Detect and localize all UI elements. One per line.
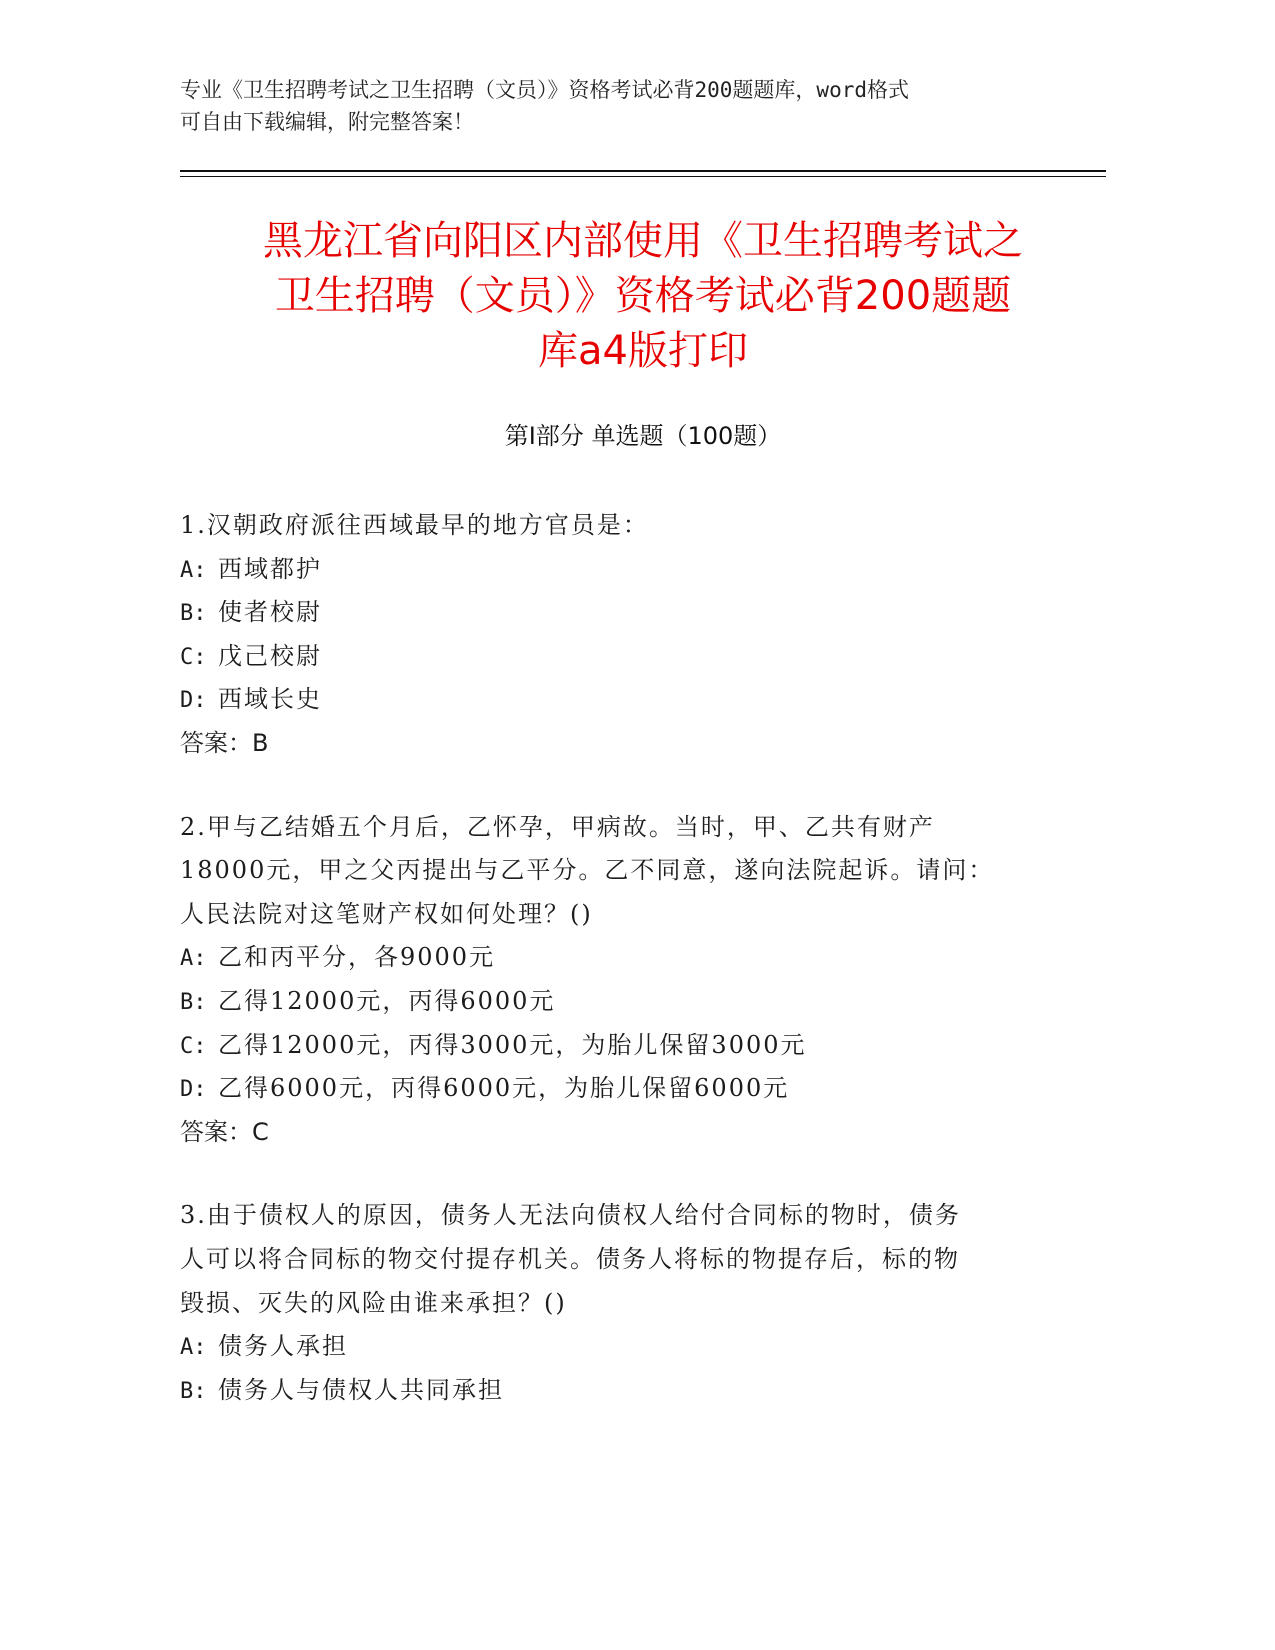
question-text: 2.甲与乙结婚五个月后，乙怀孕，甲病故。当时，甲、乙共有财产 [180, 812, 935, 841]
option-d [180, 1067, 1080, 1111]
header-divider-thick [180, 170, 1106, 172]
answer-text: 答案：B [180, 728, 269, 757]
option-text: 乙和丙平分，各9000元 [218, 943, 496, 972]
option-text: 戊己校尉 [218, 641, 322, 670]
question-text: 人可以将合同标的物交付提存机关。债务人将标的物提存后，标的物 [180, 1244, 960, 1273]
question-list [180, 504, 1080, 1452]
option-a [180, 1325, 1080, 1369]
option-letter: C: [180, 1033, 207, 1059]
section-heading: 第Ⅰ部分 单选题（100题） [504, 422, 782, 450]
option-text: 西域长史 [218, 685, 322, 714]
option-letter: B: [180, 601, 207, 627]
option-letter: B: [180, 1378, 207, 1404]
title-line: 库a4版打印 [538, 328, 748, 374]
question-item [180, 1194, 1080, 1412]
option-text: 乙得12000元，丙得3000元，为胎儿保留3000元 [218, 1030, 807, 1059]
option-letter: A: [180, 1335, 207, 1361]
question-text: 3.由于债权人的原因，债务人无法向债权人给付合同标的物时，债务 [180, 1201, 961, 1230]
option-d [180, 678, 1080, 722]
option-letter: D: [180, 1077, 207, 1103]
option-c [180, 635, 1080, 679]
option-text: 乙得6000元，丙得6000元，为胎儿保留6000元 [218, 1074, 790, 1103]
option-b [180, 591, 1080, 635]
header-divider-thin [180, 176, 1106, 177]
option-text: 使者校尉 [218, 598, 322, 627]
option-a [180, 548, 1080, 592]
option-letter: B: [180, 989, 207, 1015]
document-title [180, 214, 1106, 379]
question-text: 毁损、灭失的风险由谁来承担？() [180, 1288, 567, 1317]
option-text: 债务人与债权人共同承担 [218, 1375, 504, 1404]
header-note [180, 74, 1080, 138]
header-note-line: 专业《卫生招聘考试之卫生招聘（文员）》资格考试必背200题题库，word格式 [180, 78, 909, 102]
question-item [180, 806, 1080, 1155]
answer-text: 答案：C [180, 1117, 269, 1146]
question-text: 人民法院对这笔财产权如何处理？() [180, 899, 593, 928]
option-b [180, 1369, 1080, 1413]
question-text: 1.汉朝政府派往西域最早的地方官员是： [180, 511, 649, 539]
option-letter: D: [180, 688, 207, 714]
title-line: 卫生招聘（文员）》资格考试必背200题题 [274, 273, 1012, 319]
option-b [180, 980, 1080, 1024]
question-item [180, 504, 1080, 766]
option-text: 乙得12000元，丙得6000元 [218, 986, 556, 1015]
option-letter: A: [180, 557, 207, 583]
option-letter: A: [180, 946, 207, 972]
question-text: 18000元，甲之父丙提出与乙平分。乙不同意，遂向法院起诉。请问： [180, 856, 995, 885]
option-letter: C: [180, 644, 207, 670]
option-text: 债务人承担 [218, 1332, 348, 1361]
option-a [180, 936, 1080, 980]
option-text: 西域都护 [218, 554, 322, 583]
option-c [180, 1024, 1080, 1068]
title-line: 黑龙江省向阳区内部使用《卫生招聘考试之 [263, 218, 1023, 264]
header-note-line: 可自由下载编辑，附完整答案！ [180, 110, 474, 134]
